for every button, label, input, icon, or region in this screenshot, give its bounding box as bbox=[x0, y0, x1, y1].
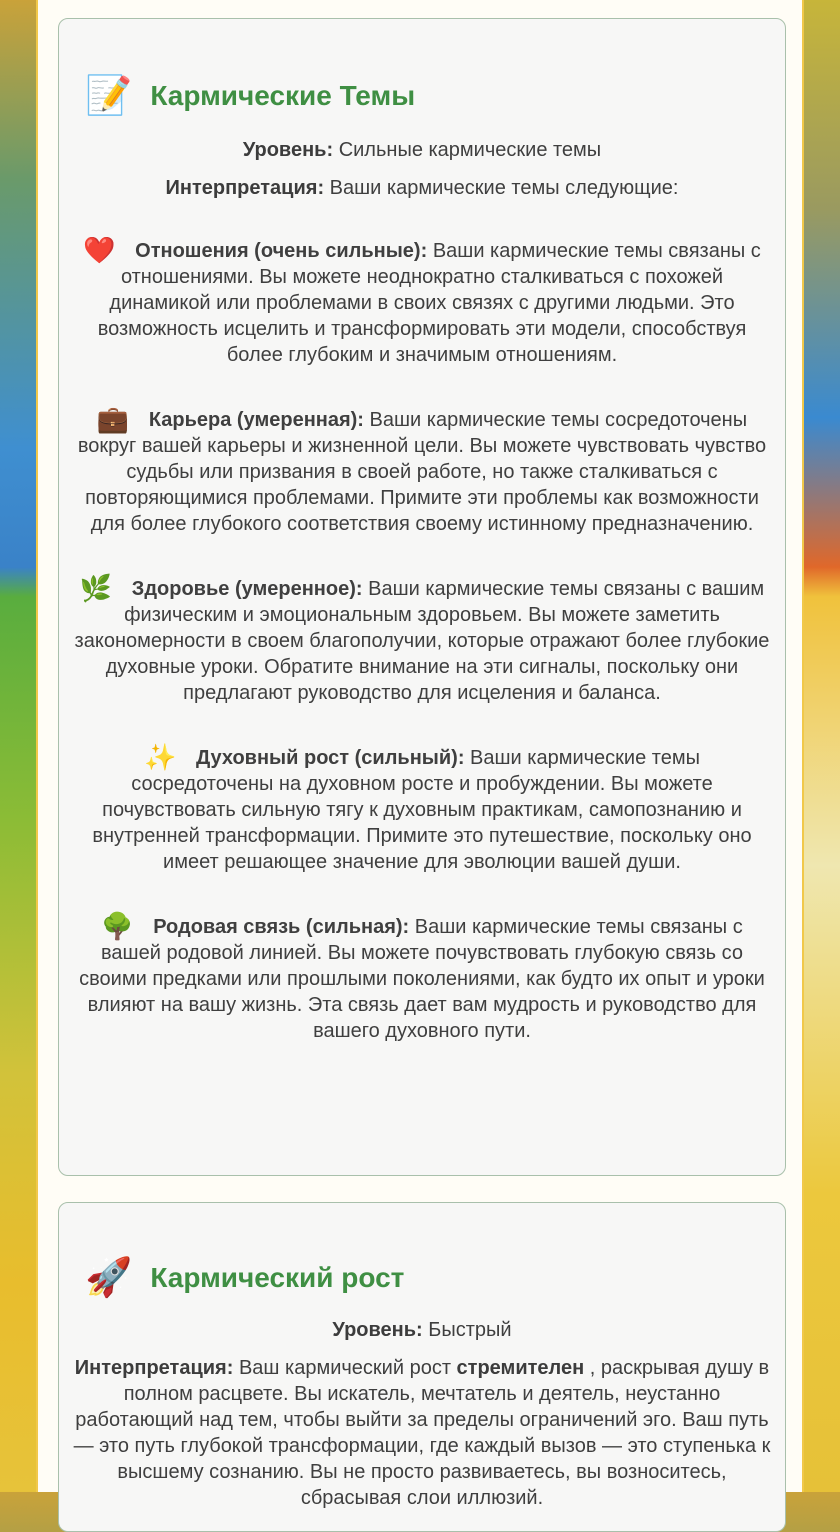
theme-item-spiritual bbox=[73, 744, 771, 875]
theme-text: Ваши кармические темы связаны с вашей родовой линией. Вы можете почувствовать глубокую связь со своими предками или прошлыми поколениями, как будто их опыт и уроки влияют на вашу жизнь. Эта связь дает вам мудрость и руководство для вашего духовного пути. bbox=[79, 916, 765, 1042]
rocket-icon: 🚀 bbox=[85, 1257, 133, 1299]
theme-label: Здоровье (умеренное): bbox=[131, 578, 363, 600]
theme-item-health bbox=[73, 575, 771, 706]
herb-icon: 🌿 bbox=[79, 573, 113, 603]
right-gradient-stripe bbox=[804, 0, 840, 1492]
themes-level bbox=[73, 137, 771, 163]
theme-label: Духовный рост (сильный): bbox=[195, 747, 465, 769]
memo-icon: 📝 bbox=[85, 75, 133, 117]
karmic-themes-title: Кармические Темы bbox=[150, 80, 416, 111]
heart-icon: ❤️ bbox=[83, 235, 116, 265]
growth-level bbox=[73, 1317, 771, 1343]
themes-level-value: Сильные кармические темы bbox=[338, 139, 602, 161]
themes-level-label: Уровень: bbox=[242, 139, 334, 161]
growth-interpretation bbox=[73, 1355, 771, 1511]
briefcase-icon: 💼 bbox=[96, 404, 130, 434]
theme-item-ancestral bbox=[73, 913, 771, 1044]
growth-level-value: Быстрый bbox=[428, 1319, 512, 1341]
page-content bbox=[36, 0, 804, 1509]
tree-icon: 🌳 bbox=[101, 911, 134, 941]
theme-text: Ваши кармические темы сосредоточены вокруг вашей карьеры и жизненной цели. Вы можете чувствовать чувство судьбы или призвания в своей работе, но также сталкиваться с повторяющимися проблемами. Примите эти проблемы как возможности для более глубокого соответствия своему истинному предназначению. bbox=[77, 409, 767, 535]
theme-text: Ваши кармические темы связаны с отношениями. Вы можете неоднократно сталкиваться с похожей динамикой или проблемами в своих связях с другими людьми. Это возможность исцелить и трансформировать эти модели, способствуя более глубоким и значимым отношениям. bbox=[97, 240, 761, 366]
theme-item-relationships bbox=[73, 237, 771, 368]
sparkles-icon: ✨ bbox=[144, 742, 177, 772]
growth-level-label: Уровень: bbox=[332, 1319, 423, 1341]
growth-interp-after: , раскрывая душу в полном расцвете. Вы искатель, мечтатель и деятель, неустанно работающий над тем, чтобы выйти за пределы ограничений эго. Ваш путь — это путь глубокой трансформации, где каждый вызов — это ступенька к высшему сознанию. Вы не просто развиваетесь, вы возноситесь, сбрасывая слои иллюзий. bbox=[73, 1357, 771, 1509]
karmic-themes-card bbox=[58, 18, 786, 1176]
theme-label: Отношения (очень сильные): bbox=[135, 240, 428, 262]
theme-item-career bbox=[73, 406, 771, 537]
karmic-growth-card bbox=[58, 1202, 786, 1532]
karmic-growth-header bbox=[59, 1249, 785, 1307]
growth-interp-before: Ваш кармический рост bbox=[238, 1357, 451, 1379]
karmic-growth-title: Кармический рост bbox=[150, 1262, 405, 1293]
themes-interp-label: Интерпретация: bbox=[165, 177, 325, 199]
theme-text: Ваши кармические темы сосредоточены на духовном росте и пробуждении. Вы можете почувствовать сильную тягу к духовным практикам, самопознанию и внутренней трансформации. Примите это путешествие, поскольку оно имеет решающее значение для эволюции вашей души. bbox=[92, 747, 752, 873]
theme-label: Карьера (умеренная): bbox=[148, 409, 364, 431]
themes-interpretation bbox=[73, 175, 771, 201]
karmic-themes-header bbox=[59, 67, 785, 125]
theme-label: Родовая связь (сильная): bbox=[153, 916, 410, 938]
themes-interp-value: Ваши кармические темы следующие: bbox=[329, 177, 679, 199]
growth-interp-bold: стремителен bbox=[456, 1357, 585, 1379]
theme-text: Ваши кармические темы связаны с вашим физическим и эмоциональным здоровьем. Вы можете заметить закономерности в своем благополучии, которые отражают более глубокие духовные уроки. Обратите внимание на эти сигналы, поскольку они предлагают руководство для исцеления и баланса. bbox=[74, 578, 770, 704]
growth-interp-label: Интерпретация: bbox=[74, 1357, 234, 1379]
